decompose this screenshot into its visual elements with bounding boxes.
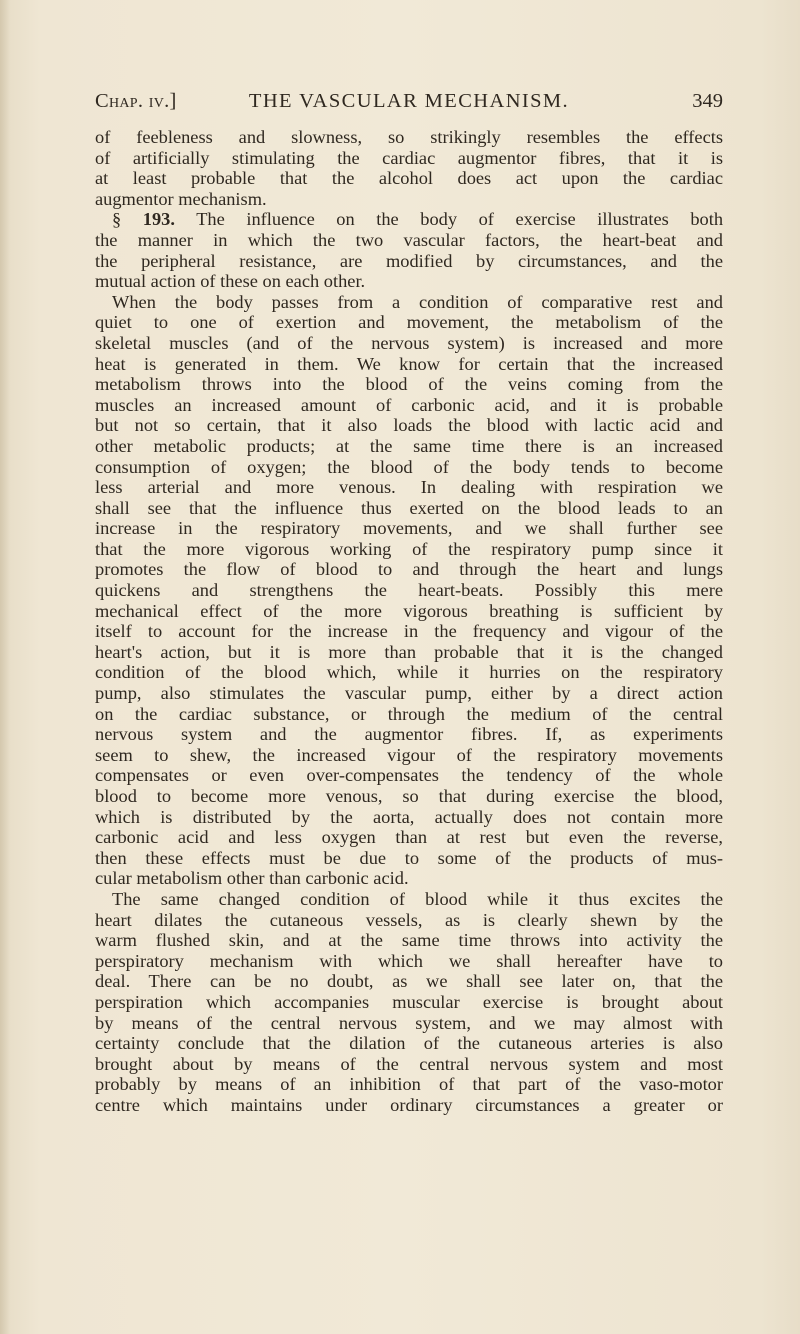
text-line: which is distributed by the aorta, actually does not contain more <box>95 806 723 827</box>
text-line: but not so certain, that it also loads the blood with lactic acid and <box>95 415 723 436</box>
text-line: carbonic acid and less oxygen than at rest but even the reverse, <box>95 827 723 848</box>
text-line: augmentor mechanism. <box>95 188 267 209</box>
page-gutter-shadow <box>0 0 10 1334</box>
text-line: on the cardiac substance, or through the medium of the central <box>95 703 723 724</box>
text-line: of artificially stimulating the cardiac augmentor fibres, that it is <box>95 147 723 168</box>
text-line: mechanical effect of the more vigorous breathing is sufficient by <box>95 600 723 621</box>
text-line: brought about by means of the central nervous system and most <box>95 1053 723 1074</box>
text-line: less arterial and more venous. In dealing with respiration we <box>95 477 723 498</box>
text-line: promotes the flow of blood to and through the heart and lungs <box>95 559 723 580</box>
text-line: the peripheral resistance, are modified by circumstances, and the <box>95 250 723 271</box>
text-line: quiet to one of exertion and movement, the metabolism of the <box>95 312 723 333</box>
running-header <box>95 90 723 120</box>
text-line: mutual action of these on each other. <box>95 271 366 292</box>
text-line: then these effects must be due to some of the products of mus- <box>95 847 723 868</box>
text-line: at least probable that the alcohol does act upon the cardiac <box>95 168 723 189</box>
text-line: condition of the blood which, while it hurries on the respiratory <box>95 662 723 683</box>
text-line: heat is generated in them. We know for certain that the increased <box>95 353 723 374</box>
text-line: cular metabolism other than carbonic acid. <box>95 868 409 889</box>
running-title: THE VASCULAR MECHANISM. <box>248 90 570 112</box>
text-line: deal. There can be no doubt, as we shall see later on, that the <box>95 971 723 992</box>
text-line: increase in the respiratory movements, and we shall further see <box>95 518 723 539</box>
text-line: metabolism throws into the blood of the veins coming from the <box>95 374 723 395</box>
chapter-label: Chap. iv.] <box>95 90 177 112</box>
text-line: that the more vigorous working of the respiratory pump since it <box>95 538 723 559</box>
text-line: probably by means of an inhibition of that part of the vaso-motor <box>95 1074 723 1095</box>
text-line: certainty conclude that the dilation of the cutaneous arteries is also <box>95 1033 723 1054</box>
text-line: When the body passes from a condition of comparative rest and <box>112 291 723 312</box>
text-line: the manner in which the two vascular factors, the heart-beat and <box>95 229 723 250</box>
text-line: blood to become more venous, so that during exercise the blood, <box>95 786 723 806</box>
text-line: heart's action, but it is more than probable that it is the changed <box>95 641 723 662</box>
text-line: quickens and strengthens the heart-beats. Possibly this mere <box>95 580 723 601</box>
section-symbol: § <box>112 209 122 230</box>
section-193-first-line <box>95 209 723 230</box>
text-line: perspiratory mechanism with which we shall hereafter have to <box>95 950 723 971</box>
text-line: shall see that the influence thus exerted on the blood leads to an <box>95 497 723 518</box>
text-line: other metabolic products; at the same time there is an increased <box>95 435 723 456</box>
body-text <box>95 127 723 1116</box>
text-line: seem to shew, the increased vigour of the respiratory movements <box>95 744 723 765</box>
text-line: The same changed condition of blood while it thus excites the <box>112 888 723 909</box>
text-line: consumption of oxygen; the blood of the body tends to become <box>95 456 723 477</box>
page-number: 349 <box>692 90 723 112</box>
text-line: muscles an increased amount of carbonic acid, and it is probable <box>95 394 723 415</box>
text-line: warm flushed skin, and at the same time throws into activity the <box>95 930 723 951</box>
text-line: perspiration which accompanies muscular exercise is brought about <box>95 991 723 1012</box>
text-line: pump, also stimulates the vascular pump, either by a direct action <box>95 683 723 704</box>
text-line: of feebleness and slowness, so strikingly resembles the effects <box>95 127 723 147</box>
text-line: itself to account for the increase in the frequency and vigour of the <box>95 621 723 642</box>
text-line: nervous system and the augmentor fibres. If, as experiments <box>95 724 723 745</box>
section-number: 193. <box>142 209 175 230</box>
text-line: The influence on the body of exercise illustrates both <box>196 209 724 230</box>
text-line: skeletal muscles (and of the nervous system) is increased and more <box>95 332 723 353</box>
text-line: by means of the central nervous system, and we may almost with <box>95 1012 723 1033</box>
text-line: compensates or even over-compensates the tendency of the whole <box>95 765 723 786</box>
text-line: centre which maintains under ordinary circumstances a greater or <box>95 1094 723 1115</box>
text-line: heart dilates the cutaneous vessels, as is clearly shewn by the <box>95 909 723 930</box>
